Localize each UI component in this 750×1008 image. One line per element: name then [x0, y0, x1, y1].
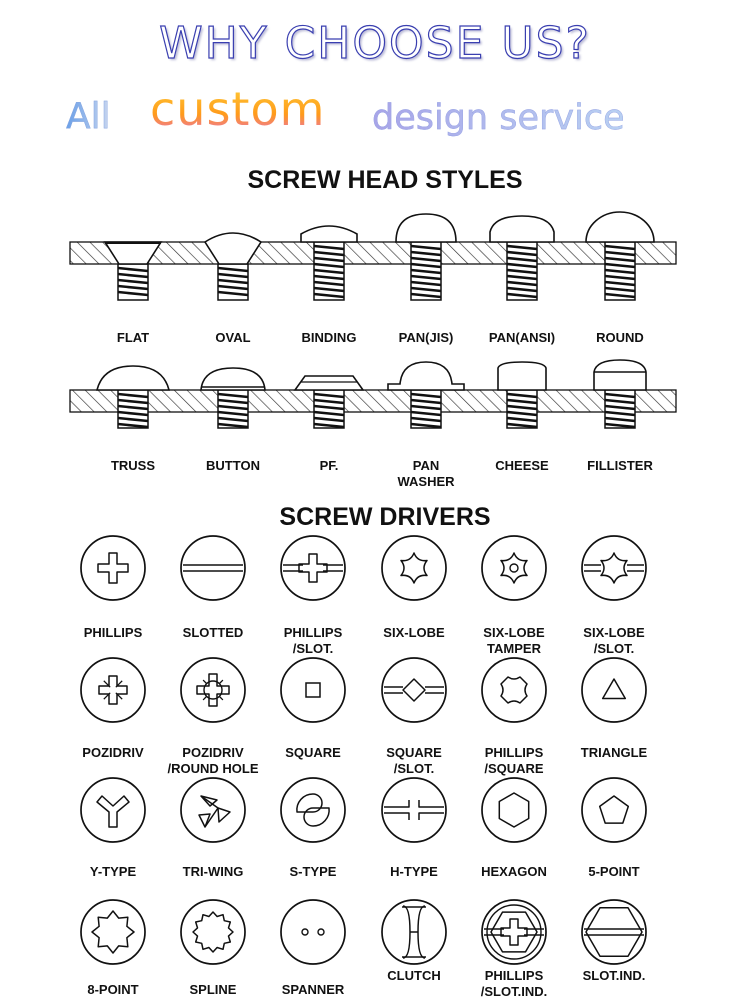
driver-label-phillips-slot-ind: PHILLIPS /SLOT.IND.: [480, 968, 548, 999]
driver-six-lobe-icon: [382, 536, 446, 600]
driver-label-phillips: PHILLIPS: [83, 625, 143, 640]
driver-spline-icon: [181, 900, 245, 964]
driver-label-5-point: 5-POINT: [588, 864, 640, 879]
driver-label-h-type: H-TYPE: [390, 864, 438, 879]
driver-label-six-lobe-slot: SIX-LOBE /SLOT.: [583, 625, 645, 656]
driver-label-phillips-square: PHILLIPS /SQUARE: [484, 745, 544, 776]
driver-label-y-type: Y-TYPE: [89, 864, 137, 879]
head-label-pan-washer: PAN WASHER: [397, 458, 455, 489]
plate-1: [70, 242, 676, 264]
driver-label-pozidriv: POZIDRIV: [82, 745, 144, 760]
driver-phillips-square-icon: [482, 658, 546, 722]
head-label-fillister: FILLISTER: [587, 458, 653, 473]
head-label-binding: BINDING: [301, 330, 357, 345]
driver-s-type-icon: [281, 778, 345, 842]
banner-word-design: design service: [372, 98, 625, 138]
driver-slotted-icon: [181, 536, 245, 600]
driver-clutch-icon: [382, 900, 446, 964]
driver-label-phillips-slot: PHILLIPS /SLOT.: [283, 625, 343, 656]
head-label-round: ROUND: [596, 330, 644, 345]
driver-label-s-type: S-TYPE: [289, 864, 337, 879]
head-label-cheese: CHEESE: [495, 458, 549, 473]
driver-phillips-slot-icon: [281, 536, 345, 600]
driver-label-spanner: SPANNER: [281, 982, 345, 997]
head-label-truss: TRUSS: [110, 458, 156, 473]
driver-label-8-point: 8-POINT: [87, 982, 139, 997]
driver-label-spline: SPLINE: [189, 982, 237, 997]
driver-y-type-icon: [81, 778, 145, 842]
driver-label-pozidriv-round-hole: POZIDRIV /ROUND HOLE: [167, 745, 259, 776]
plate-2: [70, 390, 676, 412]
driver-5-point-icon: [582, 778, 646, 842]
head-label-pf: PF.: [319, 458, 339, 473]
driver-label-clutch: CLUTCH: [387, 968, 441, 983]
driver-square-slot-icon: [382, 658, 446, 722]
head-label-pan-jis: PAN(JIS): [398, 330, 454, 345]
driver-label-triangle: TRIANGLE: [580, 745, 648, 760]
driver-label-six-lobe-tamper: SIX-LOBE TAMPER: [483, 625, 545, 656]
banner-word-custom: custom: [150, 82, 326, 136]
driver-spanner-icon: [281, 900, 345, 964]
driver-label-slot-ind: SLOT.IND.: [582, 968, 646, 983]
driver-tri-wing-icon: [181, 778, 245, 842]
driver-h-type-icon: [382, 778, 446, 842]
head-flat-icon: [105, 242, 161, 300]
driver-label-square-slot: SQUARE /SLOT.: [386, 745, 442, 776]
driver-phillips-slot-ind-icon: [482, 900, 546, 964]
driver-label-six-lobe: SIX-LOBE: [383, 625, 445, 640]
driver-pozidriv-round-hole-icon: [181, 658, 245, 722]
driver-8-point-icon: [81, 900, 145, 964]
driver-square-icon: [281, 658, 345, 722]
driver-phillips-icon: [81, 536, 145, 600]
driver-label-square: SQUARE: [285, 745, 341, 760]
driver-hexagon-icon: [482, 778, 546, 842]
banner-title: WHY CHOOSE US?: [159, 18, 591, 69]
driver-slot-ind-icon: [582, 900, 646, 964]
driver-six-lobe-slot-icon: [582, 536, 646, 600]
drivers-section-title: SCREW DRIVERS: [279, 503, 491, 531]
driver-pozidriv-icon: [81, 658, 145, 722]
head-oval-icon: [205, 233, 261, 300]
head-label-oval: OVAL: [215, 330, 251, 345]
driver-triangle-icon: [582, 658, 646, 722]
banner-word-all: All: [66, 96, 111, 137]
head-label-flat: FLAT: [116, 330, 150, 345]
heads-section-title: SCREW HEAD STYLES: [247, 166, 523, 194]
driver-label-hexagon: HEXAGON: [481, 864, 547, 879]
driver-label-tri-wing: TRI-WING: [182, 864, 244, 879]
head-label-button: BUTTON: [206, 458, 260, 473]
driver-label-slotted: SLOTTED: [182, 625, 244, 640]
driver-six-lobe-tamper-icon: [482, 536, 546, 600]
head-label-pan-ansi: PAN(ANSI): [488, 330, 556, 345]
